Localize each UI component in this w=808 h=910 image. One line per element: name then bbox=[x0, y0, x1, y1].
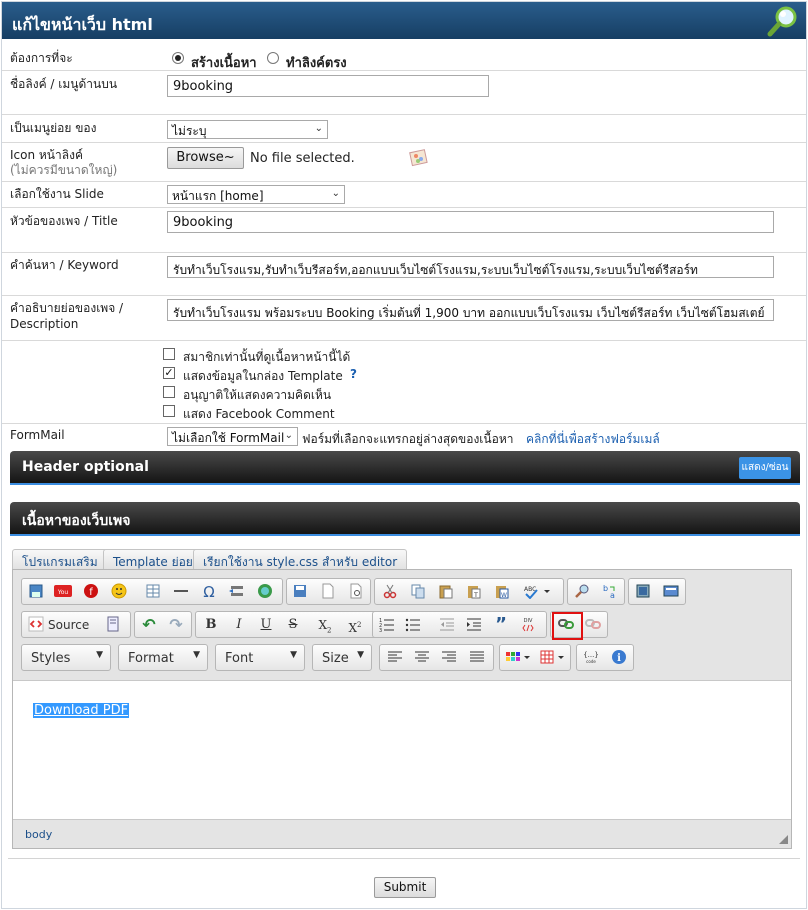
maximize-icon[interactable] bbox=[634, 583, 652, 601]
styles-combo-label: Styles bbox=[31, 651, 71, 666]
row-icon bbox=[2, 143, 806, 182]
font-combo[interactable] bbox=[215, 644, 305, 671]
page-title-label: หัวข้อของเพจ / Title bbox=[10, 214, 118, 228]
toolbar-group-basicstyles bbox=[195, 611, 379, 638]
formmail-select[interactable] bbox=[167, 427, 298, 446]
table-icon[interactable] bbox=[144, 583, 162, 601]
description-label-line1: คำอธิบายย่อของเพจ / bbox=[10, 301, 124, 315]
find-icon[interactable] bbox=[573, 583, 591, 601]
icon-sublabel: (ไม่ควรมีขนาดใหญ่) bbox=[10, 163, 118, 177]
option-members-only-label: สมาชิกเท่านั้นที่ดูเนื้อหาหน้านี้ได้ bbox=[183, 350, 351, 364]
page-title-bar bbox=[2, 2, 806, 39]
styles-combo[interactable] bbox=[21, 644, 111, 671]
option-allow-comments-checkbox[interactable] bbox=[163, 386, 175, 398]
redo-icon[interactable]: ↷ bbox=[169, 615, 183, 634]
content-section-title: เนื้อหาของเว็บเพจ bbox=[22, 513, 131, 529]
page-title: แก้ไขหน้าเว็บ html bbox=[12, 15, 153, 34]
svg-text:3: 3 bbox=[379, 628, 383, 632]
no-file-text: No file selected. bbox=[250, 151, 355, 166]
formmail-note: ฟอร์มที่เลือกจะแทรกอยู่ล่างสุดของเนื้อหา bbox=[302, 432, 514, 446]
paste-text-icon[interactable] bbox=[465, 583, 483, 601]
outdent-icon[interactable] bbox=[438, 616, 456, 634]
paste-icon[interactable] bbox=[437, 583, 455, 601]
svg-text:b: b bbox=[603, 584, 609, 593]
row-slide bbox=[2, 182, 806, 208]
flash-icon[interactable] bbox=[82, 583, 100, 601]
header-optional-toggle-button[interactable]: แสดง/ซ่อน bbox=[739, 457, 791, 479]
page-frame bbox=[1, 1, 807, 909]
svg-text:W: W bbox=[501, 592, 507, 599]
toolbar-group-find bbox=[567, 578, 625, 605]
radio-link[interactable] bbox=[267, 52, 279, 64]
subscript-icon[interactable]: $X_2$ bbox=[318, 618, 332, 635]
toolbar-group-clipboard bbox=[374, 578, 564, 605]
link-name-label: ชื่อลิงค์ / เมนูด้านบน bbox=[10, 77, 118, 91]
source-button-label[interactable]: Source bbox=[48, 618, 90, 632]
format-combo-label: Format bbox=[128, 651, 174, 666]
iframe-icon[interactable] bbox=[256, 583, 274, 601]
header-optional-bar[interactable] bbox=[10, 451, 800, 485]
new-page-icon[interactable] bbox=[319, 583, 337, 601]
chevron-down-icon: ▼ bbox=[193, 650, 200, 660]
superscript-icon[interactable]: $X^2$ bbox=[348, 621, 362, 635]
align-left-icon[interactable] bbox=[386, 649, 404, 667]
option-facebook-comment-checkbox[interactable] bbox=[163, 405, 175, 417]
rich-text-editor bbox=[12, 569, 792, 849]
svg-text:code: code bbox=[586, 659, 596, 664]
description-input[interactable]: รับทำเว็บโรงแรม พร้อมระบบ Booking เริ่มต้นที่ 1,900 บาท ออกแบบเว็บโรงแรม เว็บไซต์รีสอร์ท เว็บไซต์โฮมสเตย์ bbox=[167, 299, 774, 321]
indent-icon[interactable] bbox=[465, 616, 483, 634]
option-template-box-label: แสดงข้อมูลในกล่อง Template bbox=[183, 369, 343, 383]
row-page-title bbox=[2, 208, 806, 253]
keyword-label: คำค้นหา / Keyword bbox=[10, 258, 119, 272]
formmail-label: FormMail bbox=[10, 428, 65, 442]
content-section-bar bbox=[10, 502, 800, 536]
chevron-down-icon: ⌄ bbox=[331, 188, 340, 199]
underline-icon[interactable]: U bbox=[260, 617, 272, 632]
header-optional-title: Header optional bbox=[22, 459, 149, 475]
table-grid-icon[interactable] bbox=[540, 649, 568, 667]
blockquote-icon[interactable]: ” bbox=[495, 614, 507, 635]
browse-button[interactable]: Browse~ bbox=[167, 147, 244, 169]
format-combo[interactable] bbox=[118, 644, 208, 671]
help-icon[interactable]: ? bbox=[350, 367, 357, 381]
unlink-icon[interactable] bbox=[584, 616, 602, 634]
submenu-label: เป็นเมนูย่อย ของ bbox=[10, 121, 97, 135]
text-color-icon[interactable] bbox=[505, 649, 533, 667]
row-options bbox=[2, 341, 806, 424]
source-icon[interactable] bbox=[27, 616, 45, 634]
bold-icon[interactable]: B bbox=[205, 617, 217, 632]
size-combo-label: Size bbox=[322, 651, 349, 666]
svg-text:You: You bbox=[57, 589, 69, 596]
smiley-icon[interactable] bbox=[110, 583, 128, 601]
size-combo[interactable] bbox=[312, 644, 372, 671]
toolbar-group-view bbox=[628, 578, 686, 605]
templates-icon[interactable] bbox=[104, 616, 122, 634]
toolbar-group-code bbox=[576, 644, 634, 671]
row-keyword bbox=[2, 253, 806, 296]
option-template-box-checkbox[interactable]: ✓ bbox=[164, 366, 174, 379]
replace-icon[interactable] bbox=[601, 583, 619, 601]
action-label: ต้องการที่จะ bbox=[10, 51, 73, 65]
chevron-down-icon: ▼ bbox=[96, 650, 103, 660]
row-link-name bbox=[2, 71, 806, 115]
numbered-list-icon[interactable] bbox=[378, 616, 396, 634]
svg-text:ABC: ABC bbox=[524, 586, 537, 593]
chevron-down-icon: ⌄ bbox=[314, 123, 323, 134]
preview-icon[interactable] bbox=[347, 583, 365, 601]
chevron-down-icon: ⌄ bbox=[284, 430, 293, 441]
create-formmail-link[interactable]: คลิกที่นี่เพื่อสร้างฟอร์มเมล์ bbox=[526, 432, 660, 446]
page-break-icon[interactable] bbox=[228, 583, 246, 601]
svg-text:2: 2 bbox=[379, 623, 383, 629]
show-blocks-icon[interactable] bbox=[662, 583, 680, 601]
create-div-icon[interactable] bbox=[519, 616, 537, 634]
youtube-icon[interactable] bbox=[54, 583, 72, 601]
code-snippet-icon[interactable] bbox=[582, 649, 600, 667]
toolbar-group-paragraph bbox=[372, 611, 547, 638]
tab-sub-template[interactable]: Template ย่อย bbox=[103, 549, 203, 569]
icon-label: Icon หน้าลิงค์ bbox=[10, 148, 83, 162]
undo-icon[interactable]: ↶ bbox=[142, 615, 156, 634]
row-action bbox=[2, 40, 806, 71]
element-path[interactable]: body bbox=[25, 828, 53, 841]
svg-text:T: T bbox=[474, 592, 478, 599]
toolbar-group-insert bbox=[21, 578, 283, 605]
paste-word-icon[interactable] bbox=[493, 583, 511, 601]
keyword-input[interactable]: รับทำเว็บโรงแรม,รับทำเว็บรีสอร์ท,ออกแบบเว็บไซต์โรงแรม,ระบบเว็บไซต์โรงแรม,ระบบเว็บไซต์รีสอร์ท bbox=[167, 256, 774, 278]
toolbar-group-colors bbox=[499, 644, 571, 671]
radio-create-label: สร้างเนื้อหา bbox=[191, 56, 257, 71]
copy-icon[interactable] bbox=[409, 583, 427, 601]
row-submenu bbox=[2, 115, 806, 143]
strikethrough-icon[interactable]: S bbox=[288, 617, 298, 632]
link-name-input[interactable]: 9booking bbox=[167, 75, 489, 97]
save-icon[interactable] bbox=[27, 583, 45, 601]
slide-select-value: หน้าแรก [home] bbox=[172, 189, 264, 203]
svg-text:1: 1 bbox=[379, 618, 383, 624]
tab-plugins[interactable]: โปรแกรมเสริม bbox=[12, 549, 108, 569]
save-document-icon[interactable] bbox=[291, 583, 309, 601]
image-icon[interactable] bbox=[409, 148, 429, 168]
cut-icon[interactable] bbox=[381, 583, 399, 601]
about-info-icon[interactable] bbox=[610, 649, 628, 667]
horizontal-rule-icon[interactable] bbox=[172, 583, 190, 601]
magnifier-icon bbox=[766, 5, 800, 37]
align-center-icon[interactable] bbox=[413, 649, 431, 667]
svg-text:i: i bbox=[617, 653, 621, 664]
special-char-icon[interactable]: Ω bbox=[203, 583, 215, 601]
italic-icon[interactable]: I bbox=[236, 617, 242, 632]
submenu-select-value: ไม่ระบุ bbox=[172, 124, 207, 138]
editor-content-area[interactable] bbox=[13, 680, 791, 820]
slide-select[interactable] bbox=[167, 185, 345, 204]
page-title-input[interactable]: 9booking bbox=[167, 211, 774, 233]
resize-grip-icon[interactable] bbox=[779, 835, 788, 844]
submenu-select[interactable] bbox=[167, 120, 328, 139]
chevron-down-icon: ▼ bbox=[290, 650, 297, 660]
svg-text:f: f bbox=[89, 587, 93, 598]
align-right-icon[interactable] bbox=[440, 649, 458, 667]
tab-style-css[interactable]: เรียกใช้งาน style.css สำหรับ editor bbox=[193, 549, 407, 569]
toolbar-group-align bbox=[379, 644, 494, 671]
svg-text:a: a bbox=[610, 591, 615, 599]
description-label-line2: Description bbox=[10, 317, 79, 331]
slide-label: เลือกใช้งาน Slide bbox=[10, 187, 104, 201]
bulleted-list-icon[interactable] bbox=[404, 616, 422, 634]
radio-create[interactable] bbox=[172, 52, 184, 64]
option-allow-comments-label: อนุญาติให้แสดงความคิดเห็น bbox=[183, 388, 332, 402]
spellcheck-icon[interactable] bbox=[523, 583, 551, 601]
justify-icon[interactable] bbox=[468, 649, 486, 667]
row-description bbox=[2, 296, 806, 341]
font-combo-label: Font bbox=[225, 651, 254, 666]
formmail-select-value: ไม่เลือกใช้ FormMail bbox=[172, 431, 285, 445]
toolbar-group-undo bbox=[134, 611, 192, 638]
toolbar-group-source bbox=[21, 611, 131, 638]
row-formmail bbox=[2, 424, 806, 450]
submit-button[interactable]: Submit bbox=[374, 877, 436, 898]
link-button-highlight bbox=[552, 612, 583, 640]
divider bbox=[8, 858, 800, 859]
toolbar-group-document bbox=[286, 578, 371, 605]
svg-text:{...}: {...} bbox=[583, 651, 599, 659]
chevron-down-icon: ▼ bbox=[357, 650, 364, 660]
option-members-only-checkbox[interactable] bbox=[163, 348, 175, 360]
svg-text:DIV: DIV bbox=[523, 618, 533, 624]
radio-link-label: ทำลิงค์ตรง bbox=[286, 56, 347, 71]
option-facebook-comment-label: แสดง Facebook Comment bbox=[183, 407, 335, 421]
selected-link-text[interactable]: Download PDF bbox=[34, 703, 129, 718]
